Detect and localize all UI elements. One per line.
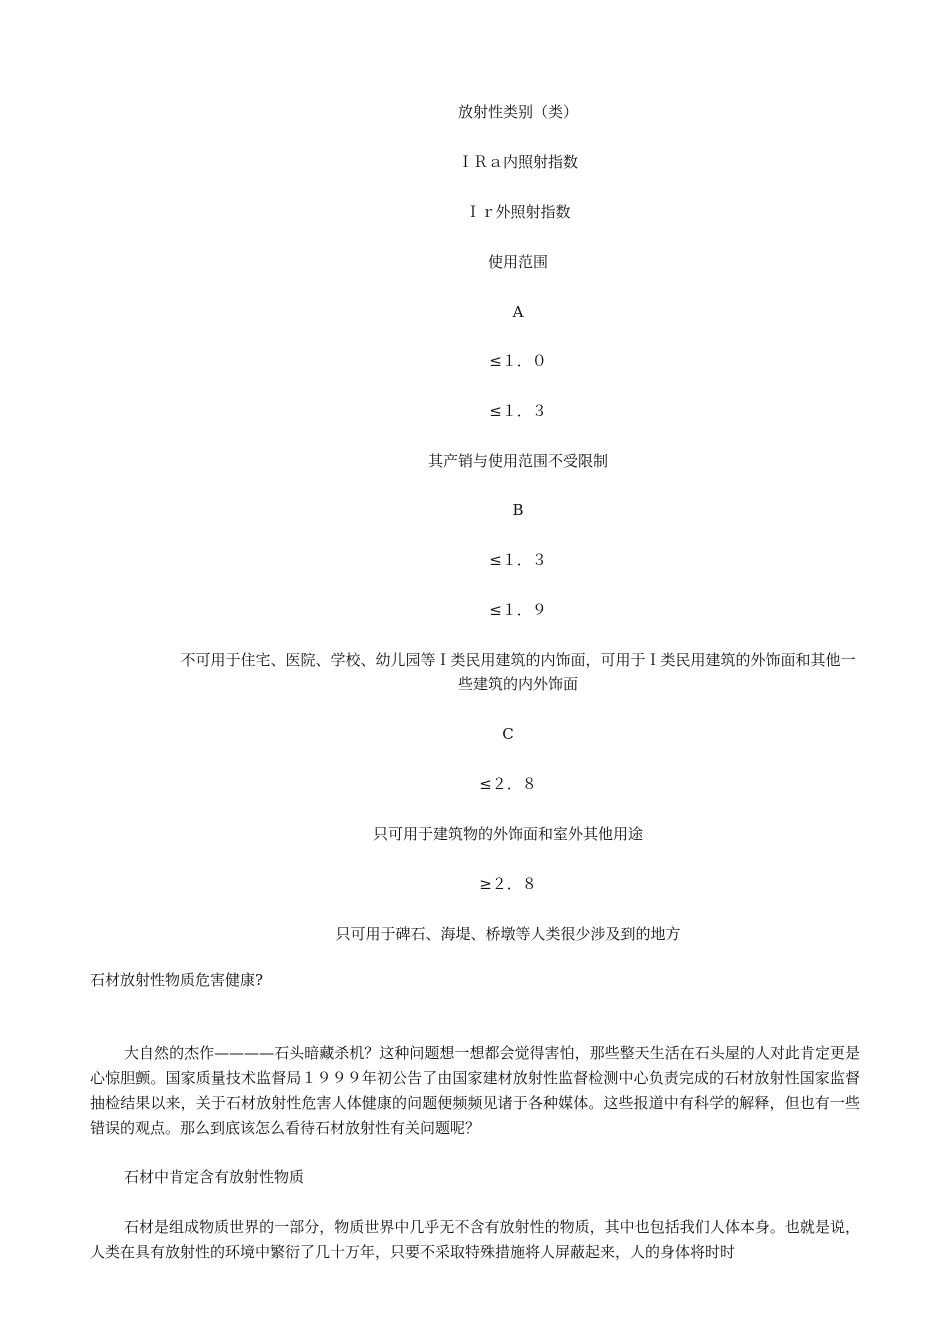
row-d-usage: 只可用于碑石、海堤、桥墩等人类很少涉及到的地方: [335, 925, 681, 943]
row-a-usage: 其产销与使用范围不受限制: [427, 452, 608, 470]
row-c-usage: 只可用于建筑物的外饰面和室外其他用途: [372, 825, 643, 843]
article-paragraph-2: 石材是组成物质世界的一部分，物质世界中几乎无不含有放射性的物质，其中也包括我们人体本身。也就是说，人类在具有放射性的环境中繁衍了几十万年，只要不采取特殊措施将人屏蔽起来，人的身体将时时: [90, 1218, 860, 1261]
row-a-ira: ≤１．０: [489, 352, 547, 370]
table-header-ira: ＩＲａ内照射指数: [457, 153, 578, 171]
row-a-class: A: [512, 303, 524, 321]
row-b-ir: ≤１．９: [489, 601, 547, 619]
row-d-ir: ≥２．８: [479, 875, 537, 893]
row-a-ir: ≤１．３: [489, 402, 547, 420]
article-paragraph-1: 大自然的杰作————石头暗藏杀机？这种问题想一想都会觉得害怕，那些整天生活在石头屋的人对此肯定更是心惊胆颤。国家质量技术监督局１９９９年初公告了由国家建材放射性监督检测中心负责完成的石材放射性国家监督抽检结果以来，关于石材放射性危害人体健康的问题便频频见诸于各种媒体。这些报道中有科学的解释，但也有一些错误的观点。那么到底该怎么看待石材放射性有关问题呢？: [90, 1044, 860, 1137]
row-b-ira: ≤１．３: [489, 551, 547, 569]
row-c-class: C: [502, 725, 514, 743]
table-header-usage: 使用范围: [487, 253, 548, 271]
row-c-ir: ≤２．８: [479, 775, 537, 793]
table-header-category: 放射性类别（类）: [457, 103, 578, 121]
table-header-ir: Ｉｒ外照射指数: [465, 203, 571, 221]
article-subheading: 石材中肯定含有放射性物质: [124, 1168, 305, 1186]
row-b-usage: 不可用于住宅、医院、学校、幼儿园等Ｉ类民用建筑的内饰面，可用于Ｉ类民用建筑的外饰面和其他一些建筑的内外饰面: [180, 651, 856, 693]
article-title: 石材放射性物质危害健康?: [90, 971, 264, 989]
row-b-class: B: [512, 501, 524, 519]
